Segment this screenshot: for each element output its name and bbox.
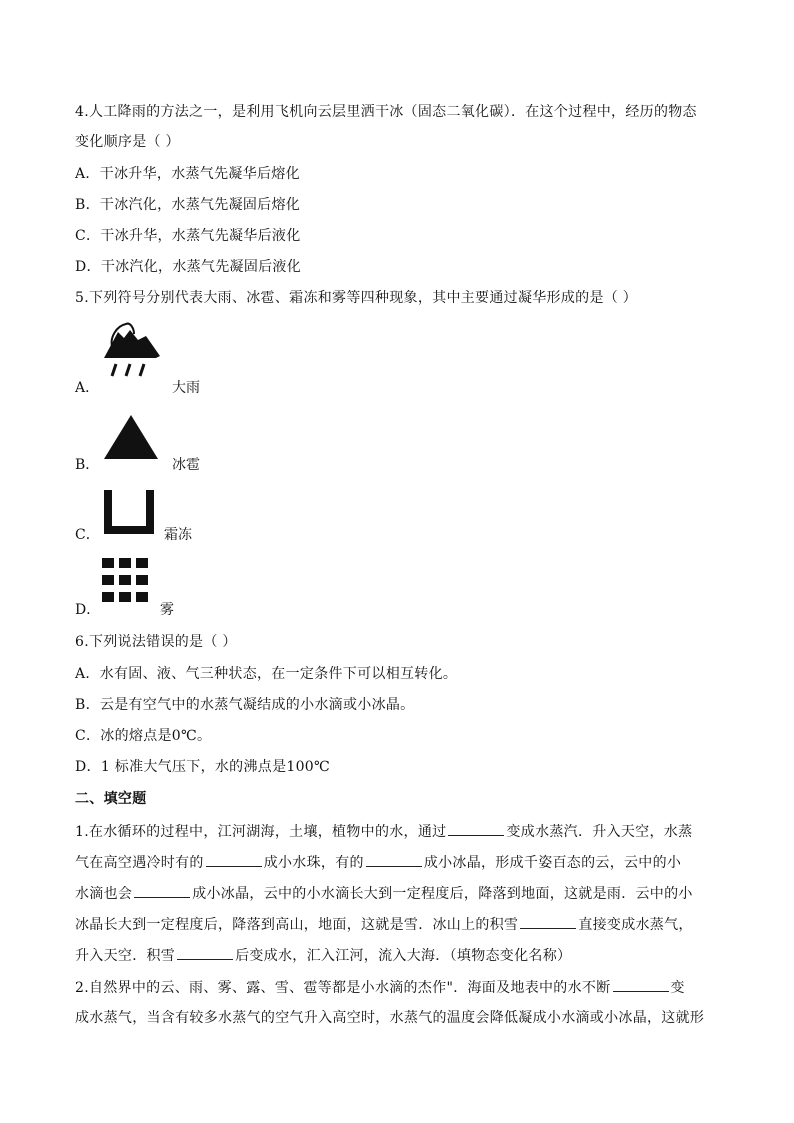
fill-q1-text: 直接变成水蒸气， [578,917,693,933]
q6-option-b[interactable]: B．云是有空气中的水蒸气凝结成的小水滴或小冰晶。 [75,697,415,713]
fill-q2-line2 [75,1008,735,1028]
fill-q2-text: 成水蒸气，当含有较多水蒸气的空气升入高空时，水蒸气的温度会降低凝成小水滴或小冰晶，这就形 [75,1010,705,1026]
fill-q1-text: 升入天空．积雪 [75,948,176,964]
fill-q1-line4 [75,914,735,935]
fill-q1-text: 变成水蒸汽．升入天空，水蒸 [506,824,693,840]
q6-option-a[interactable]: A．水有固、液、气三种状态，在一定条件下可以相互转化。 [75,666,458,682]
q6-option-c[interactable]: C．冰的熔点是0℃。 [75,728,212,744]
q4-option-d[interactable]: D．干冰汽化，水蒸气先凝固后液化 [75,259,302,275]
fill-q1-text: 气在高空遇冷时有的 [75,855,204,871]
q5-option-c-label[interactable]: C． [75,527,100,543]
answer-blank[interactable] [448,821,504,836]
fill-q1-line2 [75,852,735,873]
answer-blank[interactable] [177,945,233,960]
answer-blank[interactable] [520,914,576,929]
section-heading: 二、填空题 [75,791,147,807]
answer-blank[interactable] [206,852,262,867]
fill-q2-line1 [75,977,735,998]
q6-option-d[interactable]: D．1 标准大气压下，水的沸点是100℃ [75,759,330,775]
heavy-rain-icon [100,318,162,380]
q5-option-b-label[interactable]: B． [75,457,100,473]
q5-option-a-name: 大雨 [172,380,200,396]
q5-option-c-name: 霜冻 [164,527,192,543]
fill-q1-line1 [75,821,735,842]
fill-q2-text: 变 [670,980,685,996]
fill-q1-line3 [75,883,735,904]
q5-stem: 5.下列符号分别代表大雨、冰雹、霜冻和雾等四种现象，其中主要通过凝华形成的是（ ） [75,290,638,306]
fill-q1-line5 [75,945,735,966]
fill-q2-text: 2.自然界中的云、雨、雾、露、雪、雹等都是小水滴的杰作"．海面及地表中的水不断 [75,980,611,996]
fill-q1-text: 水滴也会 [75,886,133,902]
q5-option-d-label[interactable]: D． [75,602,101,618]
q5-option-b-name: 冰雹 [172,457,200,473]
fill-q1-text: 冰晶长大到一定程度后，降落到高山，地面，这就是雪．冰山上的积雪 [75,917,519,933]
fill-q1-text: 成小水珠，有的 [263,855,364,871]
fill-q1-text: 1.在水循环的过程中，江河湖海，土壤，植物中的水，通过 [75,824,447,840]
q5-option-a-label[interactable]: A． [75,380,100,396]
q4-option-a[interactable]: A．干冰升华，水蒸气先凝华后熔化 [75,166,300,182]
q4-stem-line2: 变化顺序是（ ） [75,134,180,150]
q4-stem-line1: 4.人工降雨的方法之一，是利用飞机向云层里洒干冰（固态二氧化碳）．在这个过程中，经历的物态 [75,104,697,120]
answer-blank[interactable] [613,977,669,992]
frost-icon [102,488,156,536]
q6-stem: 6.下列说法错误的是（ ） [75,634,237,650]
answer-blank[interactable] [366,852,422,867]
q4-option-b[interactable]: B．干冰汽化，水蒸气先凝固后熔化 [75,197,301,213]
q5-option-d-name: 雾 [160,602,174,618]
q4-option-c[interactable]: C．干冰升华，水蒸气先凝华后液化 [75,228,301,244]
fill-q1-text: 后变成水，汇入江河，流入大海．（填物态变化名称） [235,948,572,964]
fill-q1-text: 成小冰晶，形成千姿百态的云，云中的小 [423,855,682,871]
answer-blank[interactable] [134,883,190,898]
fill-q1-text: 成小冰晶，云中的小水滴长大到一定程度后，降落到地面，这就是雨．云中的小 [192,886,693,902]
hail-icon [102,413,160,463]
fog-icon [102,558,150,604]
